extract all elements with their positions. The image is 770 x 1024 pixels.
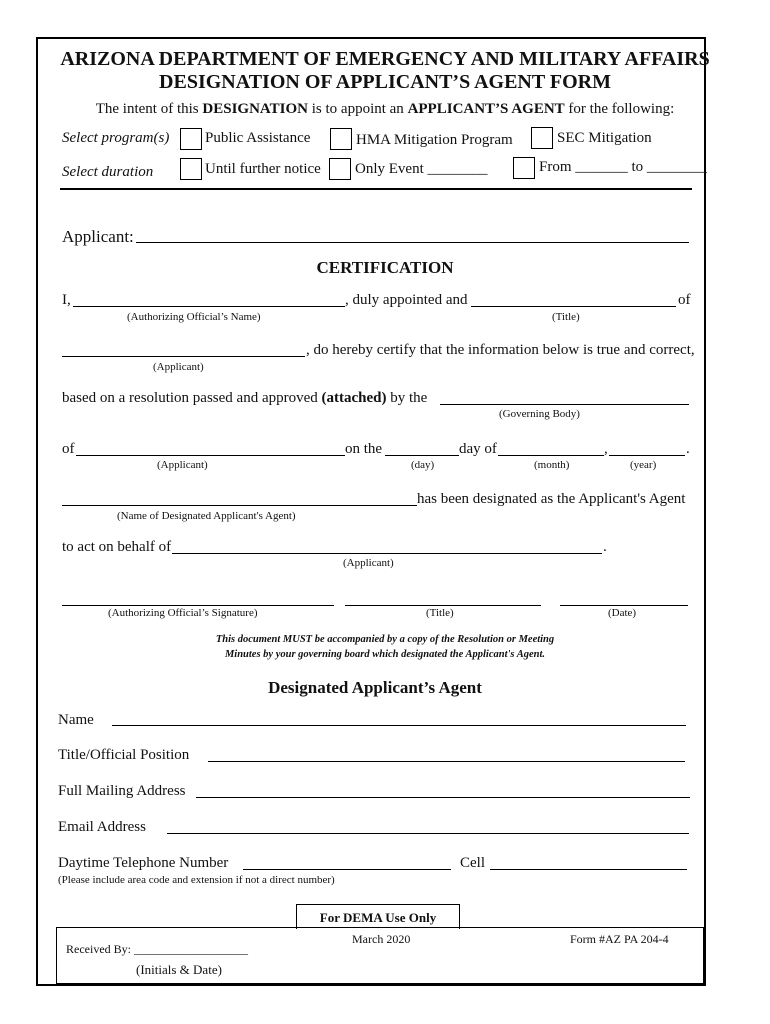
duly-appointed-text: , duly appointed and xyxy=(345,292,468,308)
agent-name-label: Name xyxy=(58,712,94,728)
caption-signature-date: (Date) xyxy=(608,607,637,619)
caption-of-applicant: (Applicant) xyxy=(157,459,208,471)
caption-applicant: (Applicant) xyxy=(153,361,204,373)
checkbox-from-to[interactable] xyxy=(513,157,535,179)
agent-title-label: Title/Official Position xyxy=(58,747,190,763)
day-of-text: day of xyxy=(459,441,497,457)
applicant-field[interactable] xyxy=(136,242,689,243)
official-name-field[interactable] xyxy=(73,306,345,307)
option-public-assistance: Public Assistance xyxy=(205,130,311,146)
applicant-label: Applicant: xyxy=(62,227,134,246)
caption-month: (month) xyxy=(534,459,570,471)
notice-line2: Minutes by your governing board which designated the Applicant's Agent. xyxy=(224,649,546,660)
agent-title-input[interactable] xyxy=(208,761,685,762)
form-number: Form #AZ PA 204-4 xyxy=(570,932,669,946)
caption-day: (day) xyxy=(411,459,435,471)
dema-use-tab xyxy=(296,904,460,929)
header-divider xyxy=(60,188,692,190)
agent-cell-input[interactable] xyxy=(490,869,687,870)
caption-governing-body: (Governing Body) xyxy=(499,408,580,420)
option-hma-mitigation: HMA Mitigation Program xyxy=(356,132,513,148)
select-programs-label: Select program(s) xyxy=(62,130,170,146)
resolution-text: based on a resolution passed and approved (attached) by the xyxy=(62,390,428,406)
select-duration-label: Select duration xyxy=(62,164,154,180)
signature-field[interactable] xyxy=(62,605,334,606)
form-date: March 2020 xyxy=(352,932,411,946)
form-title-line1: ARIZONA DEPARTMENT OF EMERGENCY AND MILITARY AFFAIRS xyxy=(60,48,710,70)
i-label: I, xyxy=(62,292,71,308)
official-title-field[interactable] xyxy=(471,306,676,307)
governing-body-field[interactable] xyxy=(440,404,689,405)
agent-name-input[interactable] xyxy=(112,725,686,726)
caption-official-name: (Authorizing Official’s Name) xyxy=(127,311,261,323)
agent-phone-label: Daytime Telephone Number xyxy=(58,855,229,871)
intent-statement: The intent of this DESIGNATION is to appoint an APPLICANT’S AGENT for the following: xyxy=(95,101,675,117)
agent-phone-input[interactable] xyxy=(243,869,451,870)
checkbox-until-further-notice[interactable] xyxy=(180,158,202,180)
notice-line1: This document MUST be accompanied by a copy of the Resolution or Meeting xyxy=(215,634,555,645)
received-by: Received By: ___________________ xyxy=(66,942,248,956)
caption-title: (Title) xyxy=(552,311,580,323)
of-applicant-field[interactable] xyxy=(76,455,345,456)
day-field[interactable] xyxy=(385,455,459,456)
caption-behalf-applicant: (Applicant) xyxy=(343,557,394,569)
on-the-text: on the xyxy=(345,441,383,457)
checkbox-sec-mitigation[interactable] xyxy=(531,127,553,149)
of-text: of xyxy=(678,292,691,308)
behalf-applicant-field[interactable] xyxy=(172,553,602,554)
option-sec-mitigation: SEC Mitigation xyxy=(557,130,652,146)
checkbox-public-assistance[interactable] xyxy=(180,128,202,150)
option-only-event: Only Event ________ xyxy=(355,161,488,177)
period-text: . xyxy=(686,441,690,457)
month-field[interactable] xyxy=(498,455,604,456)
certification-heading: CERTIFICATION xyxy=(316,258,454,277)
option-until-further-notice: Until further notice xyxy=(205,161,321,177)
agent-cell-label: Cell xyxy=(460,855,485,871)
behalf-label: to act on behalf of xyxy=(62,539,172,555)
dema-use-label: For DEMA Use Only xyxy=(319,910,437,925)
caption-year: (year) xyxy=(630,459,657,471)
agent-email-input[interactable] xyxy=(167,833,689,834)
agent-address-label: Full Mailing Address xyxy=(58,783,186,799)
caption-signature: (Authorizing Official’s Signature) xyxy=(108,607,258,619)
signature-date-field[interactable] xyxy=(560,605,688,606)
comma-text: , xyxy=(604,441,608,457)
year-field[interactable] xyxy=(609,455,685,456)
agent-name-field[interactable] xyxy=(62,505,417,506)
initials-date: (Initials & Date) xyxy=(136,962,222,977)
checkbox-hma-mitigation[interactable] xyxy=(330,128,352,150)
certify-text: , do hereby certify that the information below is true and correct, xyxy=(306,342,695,358)
caption-signature-title: (Title) xyxy=(426,607,454,619)
option-from-to: From _______ to ________ xyxy=(539,159,707,175)
agent-email-label: Email Address xyxy=(58,819,146,835)
behalf-period: . xyxy=(603,539,607,555)
checkbox-only-event[interactable] xyxy=(329,158,351,180)
caption-agent-name: (Name of Designated Applicant's Agent) xyxy=(117,510,296,522)
signature-title-field[interactable] xyxy=(345,605,541,606)
agent-section-heading: Designated Applicant’s Agent xyxy=(268,678,482,697)
certify-applicant-field[interactable] xyxy=(62,356,305,357)
of-label: of xyxy=(62,441,75,457)
designated-text: has been designated as the Applicant's Agent xyxy=(417,491,686,507)
form-title-line2: DESIGNATION OF APPLICANT’S AGENT FORM xyxy=(159,71,611,93)
phone-note: (Please include area code and extension if not a direct number) xyxy=(58,874,335,886)
agent-address-input[interactable] xyxy=(196,797,690,798)
